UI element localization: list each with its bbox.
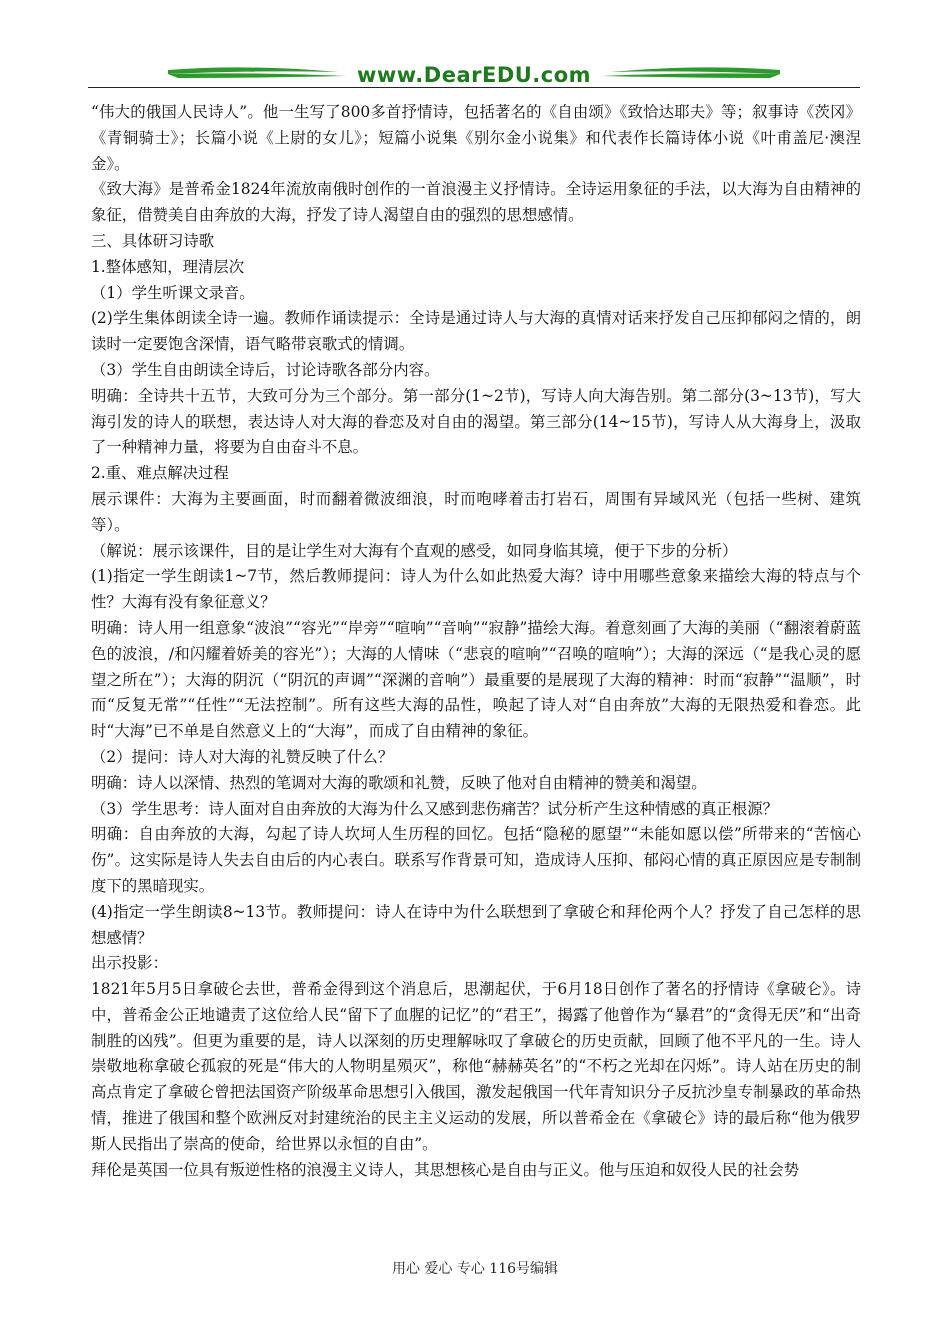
site-logo-text: www.DearEDU.com	[356, 63, 592, 87]
paragraph: 明确：自由奔放的大海，勾起了诗人坎坷人生历程的回忆。包括“隐秘的愿望”“未能如愿以偿”所带来的“苦恼心伤”。这实际是诗人失去自由后的内心表白。联系写作背景可知，造成诗人压抑、郁闷心情的真正原因应是专制制度下的黑暗现实。	[91, 825, 861, 895]
site-header-logo	[88, 58, 860, 90]
paragraph: “伟大的俄国人民诗人”。他一生写了800多首抒情诗，包括著名的《自由颂》《致恰达耶夫》等；叙事诗《茨冈》《青铜骑士》；长篇小说《上尉的女儿》；短篇小说集《别尔金小说集》和代表作长篇诗体小说《叶甫盖尼·澳涅金》。	[91, 103, 861, 173]
paragraph: 拜伦是英国一位具有叛逆性格的浪漫主义诗人，其思想核心是自由与正义。他与压迫和奴役人民的社会势	[91, 1160, 799, 1179]
paragraph: 明确：全诗共十五节，大致可分为三个部分。第一部分(1~2节)，写诗人向大海告别。第二部分(3~13节)，写大海引发的诗人的联想，表达诗人对大海的眷恋及对自由的渴望。第三部分(14~15节)，写诗人从大海身上，汲取了一种精神力量，将要为自由奋斗不息。	[91, 386, 861, 457]
paragraph: (2)学生集体朗读全诗一遍。教师作诵读提示：全诗是通过诗人与大海的真情对话来抒发自己压抑郁闷之情的，朗读时一定要饱含深情，语气略带哀歌式的情调。	[91, 309, 861, 354]
paragraph: (1)指定一学生朗读1~7节，然后教师提问：诗人为什么如此热爱大海？诗中用哪些意象来描绘大海的特点与个性？大海有没有象征意义？	[91, 567, 861, 612]
paragraph: 明确：诗人以深情、热烈的笔调对大海的歌颂和礼赞，反映了他对自由精神的赞美和渴望。	[91, 773, 707, 792]
paragraph: 1821年5月5日拿破仑去世，普希金得到这个消息后，思潮起伏，于6月18日创作了著名的抒情诗《拿破仑》。诗中，普希金公正地谴责了这位给人民“留下了血腥的记忆”的“君王”，揭露了他曾作为“暴君”的“贪得无厌”和“出奇制胜的凶残”。但更为重要的是，诗人以深刻的历史理解咏叹了拿破仑的历史贡献，回顾了他不平凡的一生。诗人崇敬地称拿破仑孤寂的死是“伟大的人物明星殒灭”，称他“赫赫英名”的“不朽之光却在闪烁”。诗人站在历史的制高点肯定了拿破仑曾把法国资产阶级革命思想引入俄国，激发起俄国一代年青知识分子反抗沙皇专制暴政的革命热情，推进了俄国和整个欧洲反对封建统治的民主主义运动的发展，所以普希金在《拿破仑》诗的最后称“他为俄罗斯人民指出了崇高的使命，给世界以永恒的自由”。	[91, 980, 861, 1153]
subsection-heading: 1.整体感知，理清层次	[91, 257, 245, 276]
section-heading: 三、具体研习诗歌	[91, 231, 215, 250]
page-footer: 用心 爱心 专心 116号编辑	[391, 1261, 559, 1277]
paragraph: （3）学生自由朗读全诗后，讨论诗歌各部分内容。	[91, 360, 440, 379]
paragraph: （2）提问：诗人对大海的礼赞反映了什么？	[91, 747, 394, 766]
paragraph: （1）学生听课文录音。	[91, 283, 255, 302]
paragraph: （解说：展示该课件，目的是让学生对大海有个直观的感受，如同身临其境，便于下步的分析）	[91, 541, 738, 560]
paragraph: 《致大海》是普希金1824年流放南俄时创作的一首浪漫主义抒情诗。全诗运用象征的手法，以大海为自由精神的象征，借赞美自由奔放的大海，抒发了诗人渴望自由的强烈的思想感情。	[91, 180, 861, 225]
header-divider	[88, 87, 860, 88]
subsection-heading: 2.重、难点解决过程	[91, 464, 229, 483]
paragraph: 出示投影：	[91, 954, 168, 973]
paragraph: 明确：诗人用一组意象“波浪”“容光”“岸旁”“喧响”“音响”“寂静”描绘大海。着意刻画了大海的美丽（“翻滚着蔚蓝色的波浪，/和闪耀着娇美的容光”）；大海的人情味（“悲哀的喧响”“召唤的喧响”）；大海的深远（“是我心灵的愿望之所在”）；大海的阴沉（“阴沉的声调”“深渊的音响”）最重要的是展现了大海的精神：时而“寂静”“温顺”，时而“反复无常”“任性”“无法控制”。所有这些大海的品性，唤起了诗人对“自由奔放”大海的无限热爱和眷恋。此时“大海”已不单是自然意义上的“大海”，而成了自由精神的象征。	[91, 618, 861, 741]
paragraph: (4)指定一学生朗读8~13节。教师提问：诗人在诗中为什么联想到了拿破仑和拜伦两个人？抒发了自己怎样的思想感情？	[91, 902, 861, 947]
document-body	[91, 100, 861, 1183]
paragraph: 展示课件：大海为主要画面，时而翻着微波细浪，时而咆哮着击打岩石，周围有异域风光（包括一些树、建筑等）。	[91, 489, 861, 534]
paragraph: （3）学生思考：诗人面对自由奔放的大海为什么又感到悲伤痛苦？试分析产生这种情感的真正根源？	[91, 799, 778, 818]
